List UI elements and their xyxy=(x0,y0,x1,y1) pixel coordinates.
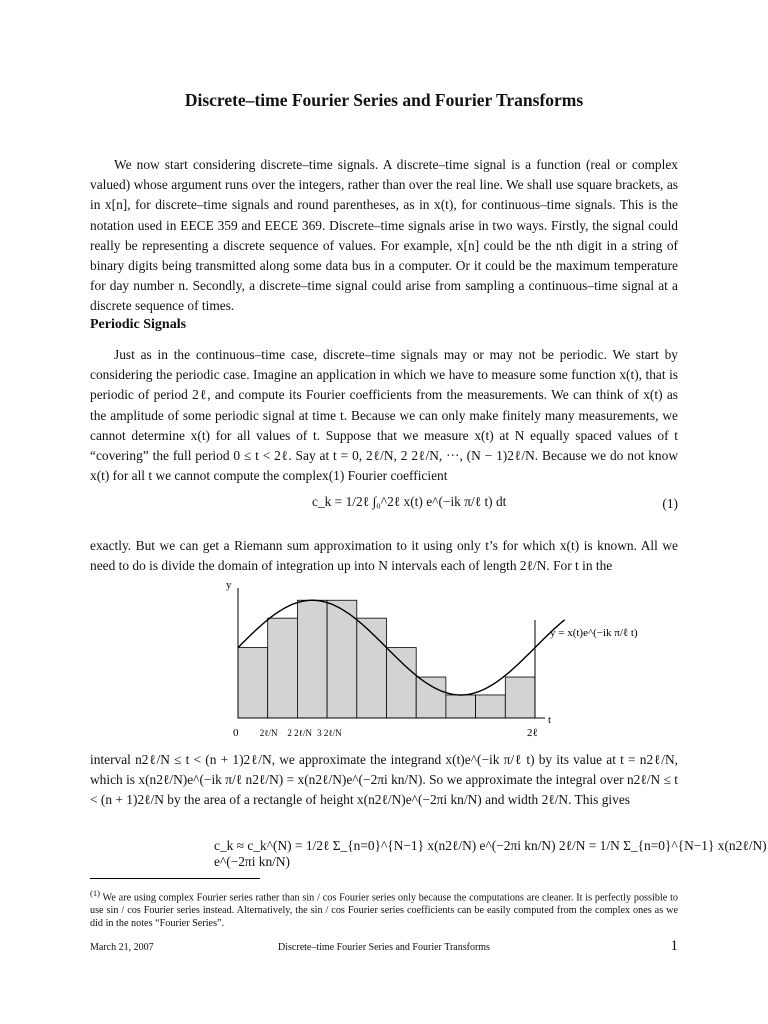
tick-label-0: 0 xyxy=(233,727,239,739)
footer-running-title: Discrete–time Fourier Series and Fourier Transforms xyxy=(278,942,490,953)
curve-label: y = x(t)e^(−ik π/ℓ t) xyxy=(550,627,638,639)
page-title: Discrete–time Fourier Series and Fourier Transforms xyxy=(184,90,584,110)
riemann-bar xyxy=(387,648,417,718)
riemann-paragraph xyxy=(90,536,678,576)
tick-label-3: 3 2ℓ/N xyxy=(317,728,342,738)
periodic-paragraph xyxy=(90,345,678,486)
tick-label-2: 2 2ℓ/N xyxy=(287,728,312,738)
riemann-bar xyxy=(268,618,298,718)
riemann-bar xyxy=(416,677,446,718)
t-axis-label: t xyxy=(548,714,552,726)
page-number: 1 xyxy=(670,938,678,954)
y-axis-label: y xyxy=(226,580,232,591)
footnote-rule xyxy=(90,878,260,879)
footnote-text: We are using complex Fourier series rather than sin / cos Fourier series only because the computations are cleaner. It is perfectly possible to use sin / cos Fourier series instead. Alternatively, the sin / cos Fourier series coefficients can be easily computed from the complex ones as we did in the notes “Fourier Series”. xyxy=(90,892,678,930)
riemann-bar xyxy=(505,677,535,718)
interval-paragraph xyxy=(90,750,678,811)
riemann-bar xyxy=(476,695,506,718)
equation-2: c_k ≈ c_k^(N) = 1/2ℓ Σ_{n=0}^{N−1} x(n2ℓ/N) e^(−2πi kn/N) 2ℓ/N = 1/N Σ_{n=0}^{N−1} x(n2ℓ/N) e^(−2πi kn/N) xyxy=(214,838,767,869)
footnote xyxy=(90,887,678,930)
riemann-paragraph-text: exactly. But we can get a Riemann sum approximation to it using only t’s for which x(t) is known. All we need to do is divide the domain of integration up into N intervals each of length 2ℓ/N. For t in the xyxy=(90,538,678,574)
riemann-bar xyxy=(327,600,357,718)
section-heading: Periodic Signals xyxy=(90,317,187,332)
riemann-bar xyxy=(238,648,268,718)
interval-paragraph-text: interval n2ℓ/N ≤ t < (n + 1)2ℓ/N, we approximate the integrand x(t)e^(−ik π/ℓ t) by its value at t = n2ℓ/N, which is x(n2ℓ/N)e^(−ik π/ℓ n2ℓ/N) = x(n2ℓ/N)e^(−2πi kn/N). So we approximate the integral over n2ℓ/N ≤ t < (n + 1)2ℓ/N by the area of a rectangle of height x(n2ℓ/N)e^(−2πi kn/N) and width 2ℓ/N. This gives xyxy=(90,752,678,808)
periodic-paragraph-text: Just as in the continuous–time case, discrete–time signals may or may not be periodic. We start by considering the periodic case. Imagine an application in which we have to measure some function x(t), that is periodic of period 2ℓ, and compute its Fourier coefficients from the measurements. We can think of x(t) as the amplitude of some periodic signal at time t. Because we can only make finitely many measurements, we cannot determine x(t) for all values of t. Suppose that we measure x(t) at N equally spaced values of t “covering” the full period 0 ≤ t < 2ℓ. Say at t = 0, 2ℓ/N, 2 2ℓ/N, ···, (N − 1)2ℓ/N. Because we do not know x(t) for all t we cannot compute the complex(1) Fourier coefficient xyxy=(90,347,678,484)
equation-1-number: (1) xyxy=(662,496,678,511)
equation-1: c_k = 1/2ℓ ∫₀^2ℓ x(t) e^(−ik π/ℓ t) dt xyxy=(312,494,507,509)
tick-label-end: 2ℓ xyxy=(527,727,538,739)
footnote-marker: (1) xyxy=(90,888,100,898)
intro-paragraph-text: We now start considering discrete–time signals. A discrete–time signal is a function (real or complex valued) whose argument runs over the integers, rather than over the real line. We shall use square brackets, as in x[n], for discrete–time signals and round parentheses, as in x(t), for continuous–time signals. This is the notation used in EECE 359 and EECE 369. Discrete–time signals arise in two ways. Firstly, the signal could really be representing a discrete sequence of values. For example, x[n] could be the nth digit in a string of binary digits being transmitted along some data bus in a computer. Or it could be the maximum temperature for day number n. Secondly, a discrete–time signal could arise from sampling a continuous–time signal at a discrete sequence of times. xyxy=(90,157,678,314)
riemann-bar xyxy=(297,600,327,718)
tick-label-1: 2ℓ/N xyxy=(259,728,278,738)
riemann-bar xyxy=(446,695,476,718)
footer-date: March 21, 2007 xyxy=(90,942,154,953)
intro-paragraph xyxy=(90,155,678,317)
riemann-sum-figure xyxy=(0,580,768,750)
